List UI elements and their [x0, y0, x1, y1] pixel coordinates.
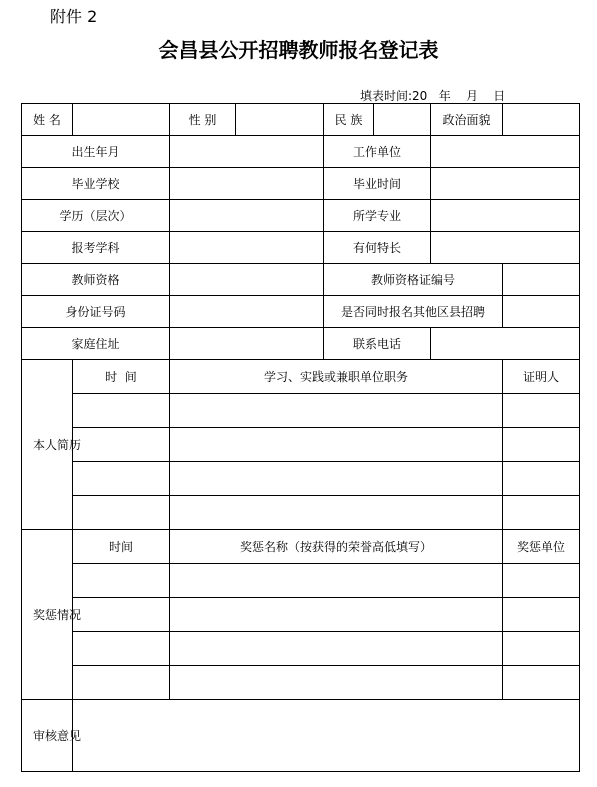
review-label-text: 审核意见 [33, 728, 82, 743]
home-address-label: 家庭住址 [22, 328, 170, 360]
gender-label: 性 别 [170, 104, 236, 136]
ethnicity-field[interactable] [374, 104, 431, 136]
id-number-field[interactable] [170, 296, 324, 328]
resume-header-time: 时 间 [73, 360, 170, 394]
awards-unit-cell[interactable] [503, 666, 580, 700]
political-status-label: 政治面貌 [431, 104, 503, 136]
awards-name-cell[interactable] [170, 598, 503, 632]
name-label: 姓 名 [22, 104, 73, 136]
graduation-time-label: 毕业时间 [324, 168, 431, 200]
applied-subject-label: 报考学科 [22, 232, 170, 264]
awards-section-label [22, 530, 82, 700]
awards-time-cell[interactable] [73, 564, 170, 598]
gender-field[interactable] [236, 104, 324, 136]
other-county-applied-field[interactable] [503, 296, 580, 328]
applied-subject-field[interactable] [170, 232, 324, 264]
work-unit-field[interactable] [431, 136, 580, 168]
attachment-label: 附件 2 [50, 7, 98, 26]
resume-witness-cell[interactable] [503, 394, 580, 428]
major-field[interactable] [431, 200, 580, 232]
teacher-cert-no-label: 教师资格证编号 [324, 264, 503, 296]
resume-time-cell[interactable] [73, 428, 170, 462]
id-number-label: 身份证号码 [22, 296, 170, 328]
specialty-label: 有何特长 [324, 232, 431, 264]
teacher-qualification-label: 教师资格 [22, 264, 170, 296]
education-level-label: 学历（层次） [22, 200, 170, 232]
awards-name-cell[interactable] [170, 632, 503, 666]
political-status-field[interactable] [503, 104, 580, 136]
awards-unit-cell[interactable] [503, 632, 580, 666]
resume-time-cell[interactable] [73, 462, 170, 496]
awards-header-time: 时间 [73, 530, 170, 564]
awards-time-cell[interactable] [73, 666, 170, 700]
resume-position-cell[interactable] [170, 496, 503, 530]
work-unit-label: 工作单位 [324, 136, 431, 168]
awards-header-unit: 奖惩单位 [503, 530, 580, 564]
awards-label-text: 奖惩情况 [33, 607, 82, 622]
graduation-time-field[interactable] [431, 168, 580, 200]
form-title: 会昌县公开招聘教师报名登记表 [158, 38, 439, 62]
awards-unit-cell[interactable] [503, 564, 580, 598]
resume-section-label [22, 360, 82, 530]
resume-witness-cell[interactable] [503, 462, 580, 496]
other-county-applied-label: 是否同时报名其他区县招聘 [324, 296, 503, 328]
resume-header-witness: 证明人 [503, 360, 580, 394]
resume-witness-cell[interactable] [503, 428, 580, 462]
resume-time-cell[interactable] [73, 394, 170, 428]
specialty-field[interactable] [431, 232, 580, 264]
resume-position-cell[interactable] [170, 428, 503, 462]
resume-position-cell[interactable] [170, 394, 503, 428]
review-section-label [22, 700, 82, 772]
awards-unit-cell[interactable] [503, 598, 580, 632]
birth-date-label: 出生年月 [22, 136, 170, 168]
home-address-field[interactable] [170, 328, 324, 360]
resume-header-position: 学习、实践或兼职单位职务 [170, 360, 503, 394]
awards-name-cell[interactable] [170, 666, 503, 700]
review-opinion-field[interactable] [73, 700, 580, 772]
resume-time-cell[interactable] [73, 496, 170, 530]
teacher-qualification-field[interactable] [170, 264, 324, 296]
ethnicity-label: 民 族 [324, 104, 374, 136]
phone-label: 联系电话 [324, 328, 431, 360]
major-label: 所学专业 [324, 200, 431, 232]
name-field[interactable] [73, 104, 170, 136]
registration-form [21, 103, 580, 772]
awards-time-cell[interactable] [73, 632, 170, 666]
graduate-school-label: 毕业学校 [22, 168, 170, 200]
awards-name-cell[interactable] [170, 564, 503, 598]
graduate-school-field[interactable] [170, 168, 324, 200]
awards-time-cell[interactable] [73, 598, 170, 632]
awards-header-name: 奖惩名称（按获得的荣誉高低填写） [170, 530, 503, 564]
resume-position-cell[interactable] [170, 462, 503, 496]
education-level-field[interactable] [170, 200, 324, 232]
teacher-cert-no-field[interactable] [503, 264, 580, 296]
resume-label-text: 本人简历 [33, 437, 82, 452]
birth-date-field[interactable] [170, 136, 324, 168]
fill-date: 填表时间:20 年 月 日 [360, 89, 506, 103]
phone-field[interactable] [431, 328, 580, 360]
resume-witness-cell[interactable] [503, 496, 580, 530]
